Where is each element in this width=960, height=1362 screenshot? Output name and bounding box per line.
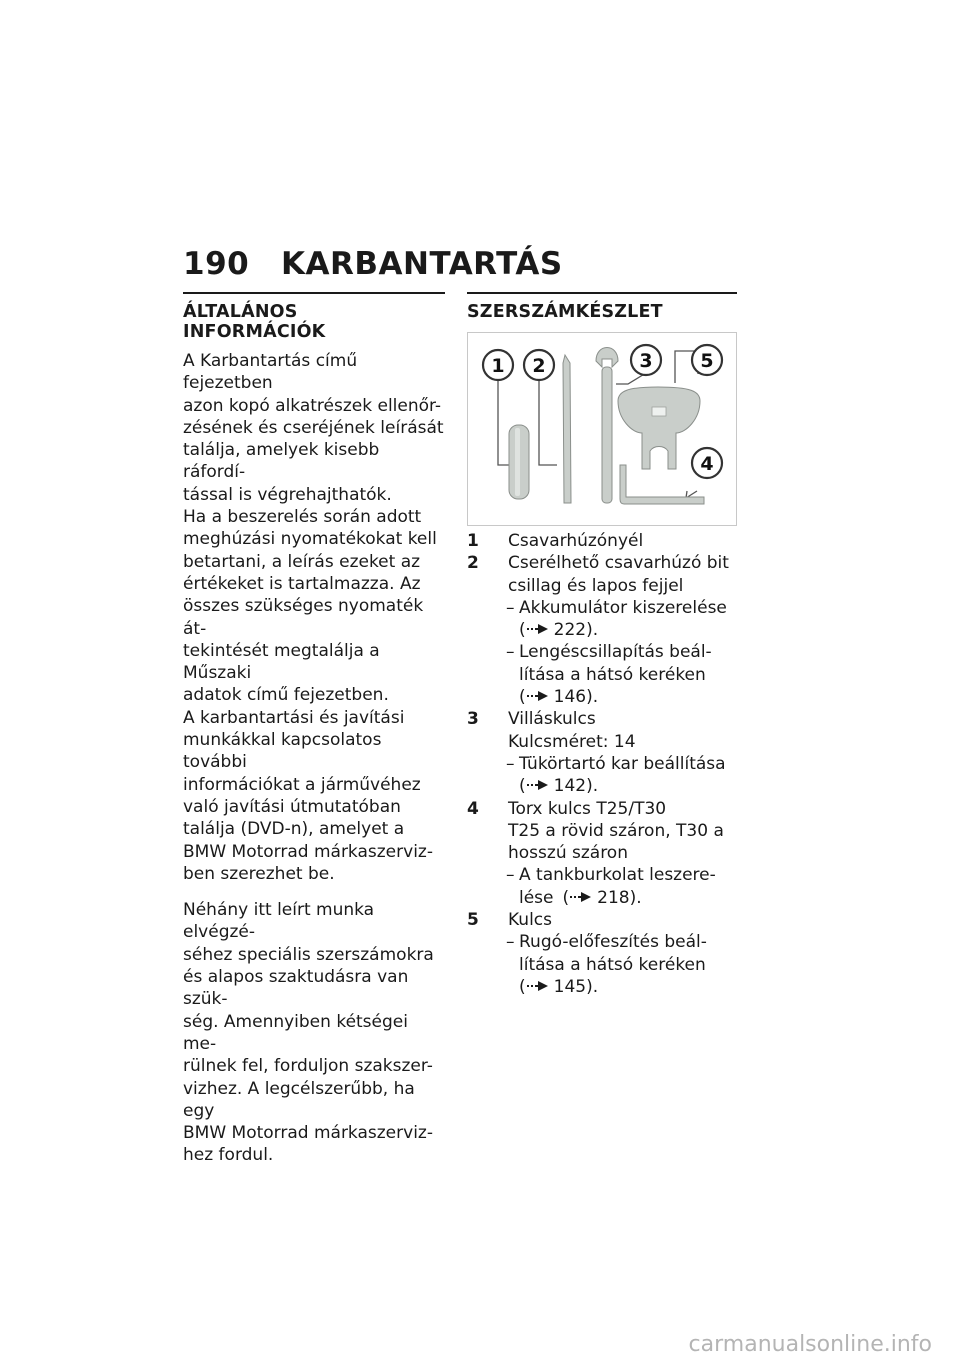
subitem-dash: – (506, 597, 515, 618)
page-number: 190 (183, 246, 250, 282)
item-number: 1 (467, 531, 479, 551)
paragraph-line: értékeket is tartalmazza. Az (183, 573, 421, 594)
item-subitem (508, 641, 737, 708)
item-subitem (508, 931, 737, 998)
paragraph-line: séhez speciális szerszámokra (183, 944, 434, 965)
paragraph-line: BMW Motorrad márkaszerviz- (183, 1123, 433, 1144)
paragraph-line: meghúzási nyomatékokat kell (183, 529, 437, 550)
item-body (508, 530, 737, 552)
item-line: Villáskulcs (508, 709, 596, 730)
figure-label-2: 2 (532, 355, 546, 377)
watermark: carmanualsonline.info (688, 1332, 932, 1357)
key-handle-icon (618, 387, 700, 469)
paragraph-line: zésének és cseréjének leírását (183, 417, 444, 438)
paragraph-line: találja (DVD-n), amelyet a (183, 819, 405, 840)
paragraph-line: ség. Amennyiben kétségei me- (183, 1011, 408, 1054)
torx-key-icon (620, 465, 704, 504)
page-reference-arrow-icon (526, 622, 550, 636)
item-body (508, 909, 737, 998)
subitem-dash: – (506, 932, 515, 953)
subitem-line: Lengéscsillapítás beál- (519, 642, 712, 663)
figure-label-4: 4 (700, 453, 714, 475)
figure-label-1: 1 (491, 355, 505, 377)
page-reference: ( 142). (519, 776, 599, 797)
subitem-line: A tankburkolat leszere- (519, 865, 716, 886)
subitem-line: lítása a hátsó keréken (519, 664, 706, 685)
page-reference: ( 218). (562, 887, 642, 908)
paragraph-line: való javítási útmutatóban (183, 796, 401, 817)
paragraph-line: A karbantartási és javítási (183, 707, 405, 728)
item-subitem (508, 753, 737, 798)
toolkit-item (467, 552, 737, 708)
item-body (508, 798, 737, 909)
subitem-line: Rugó-előfeszítés beál- (519, 932, 707, 953)
figure-label-5: 5 (700, 350, 714, 372)
screwdriver-bit-icon (563, 355, 571, 503)
section-title-toolkit: SZERSZÁMKÉSZLET (467, 302, 663, 322)
page-header (183, 246, 563, 282)
item-line: csillag és lapos fejjel (508, 575, 684, 596)
toolkit-item (467, 708, 737, 797)
paragraph-line: betartani, a leírás ezeket az (183, 551, 421, 572)
item-number: 3 (467, 709, 479, 730)
subitem-line: Tükörtartó kar beállítása (519, 753, 726, 774)
section-rule (183, 292, 445, 294)
item-number: 4 (467, 798, 479, 819)
item-line: T25 a rövid száron, T30 a (508, 820, 724, 841)
page-reference-arrow-icon (526, 778, 550, 792)
paragraph-line: tekintését megtalálja a Műszaki (183, 640, 380, 684)
subitem-line: lítása a hátsó keréken (519, 954, 706, 975)
paragraph-line: azon kopó alkatrészek ellenőr- (183, 395, 442, 416)
paragraph-line: A Karbantartás című fejezetben (183, 351, 358, 394)
section-rule (467, 292, 737, 294)
page-reference-number: 142). (553, 776, 599, 797)
page-reference: ( 146). (519, 687, 599, 708)
paragraph-line: és alapos szaktudásra van szük- (183, 967, 409, 1010)
paragraph-intro (183, 350, 445, 885)
item-body (508, 552, 737, 708)
subitem-text: lése (519, 887, 554, 908)
paragraph-special-tools (183, 899, 445, 1167)
section-title-general-info: ÁLTALÁNOS INFORMÁCIÓK (183, 302, 326, 342)
toolkit-item (467, 798, 737, 909)
page-reference-arrow-icon (526, 689, 550, 703)
toolkit-item (467, 909, 737, 998)
item-body (508, 708, 737, 797)
item-line: Csavarhúzónyél (508, 531, 644, 551)
item-line: Torx kulcs T25/T30 (508, 798, 667, 819)
toolkit-item (467, 530, 737, 552)
subitem-line-with-ref (518, 887, 737, 909)
right-column (467, 292, 737, 998)
subitem-dash: – (506, 753, 515, 774)
item-subitem (508, 597, 737, 642)
paragraph-line: Néhány itt leírt munka elvégzé- (183, 900, 375, 943)
paragraph-line: adatok című fejezetben. (183, 685, 389, 706)
toolkit-figure (467, 332, 737, 526)
page-reference: ( 222). (519, 620, 599, 641)
chapter-title: KARBANTARTÁS (281, 246, 563, 282)
subitem-line: Akkumulátor kiszerelése (519, 597, 727, 618)
item-line: hosszú száron (508, 843, 628, 864)
page-reference: ( 145). (519, 976, 599, 997)
paragraph-line: rülnek fel, forduljon szakszer- (183, 1056, 433, 1077)
page-reference-arrow-icon (569, 890, 593, 904)
paragraph-line: Ha a beszerelés során adott (183, 507, 422, 528)
figure-label-3: 3 (639, 350, 653, 372)
page-reference-number: 218). (597, 887, 642, 908)
paragraph-line: összes szükséges nyomaték át- (183, 596, 424, 639)
paragraph-line: munkákkal kapcsolatos további (183, 730, 382, 773)
page-reference-number: 145). (553, 976, 599, 997)
left-column (183, 292, 445, 1167)
toolkit-illustration (468, 333, 736, 525)
paragraph-line: BMW Motorrad márkaszerviz- (183, 841, 433, 862)
item-subitem (508, 864, 737, 909)
subitem-dash: – (506, 865, 515, 886)
page-reference-number: 146). (553, 687, 599, 708)
paragraph-line: információkat a járművéhez (183, 774, 421, 795)
paragraph-line: ben szerezhet be. (183, 863, 335, 884)
wrench-icon (596, 348, 618, 504)
item-line: Kulcsméret: 14 (508, 731, 636, 752)
page-reference-number: 222). (553, 620, 599, 641)
subitem-dash: – (506, 642, 515, 663)
item-line: Kulcs (508, 910, 553, 931)
item-number: 2 (467, 553, 479, 574)
item-number: 5 (467, 910, 479, 931)
paragraph-line: hez fordul. (183, 1145, 274, 1166)
paragraph-line: tással is végrehajthatók. (183, 484, 392, 505)
paragraph-line: vizhez. A legcélszerűbb, ha egy (183, 1078, 415, 1121)
toolkit-item-list (467, 530, 737, 998)
item-line: Cserélhető csavarhúzó bit (508, 553, 729, 574)
page-reference-arrow-icon (526, 979, 550, 993)
screwdriver-handle-icon (509, 425, 529, 499)
paragraph-line: találja, amelyek kisebb ráfordí- (183, 440, 380, 483)
